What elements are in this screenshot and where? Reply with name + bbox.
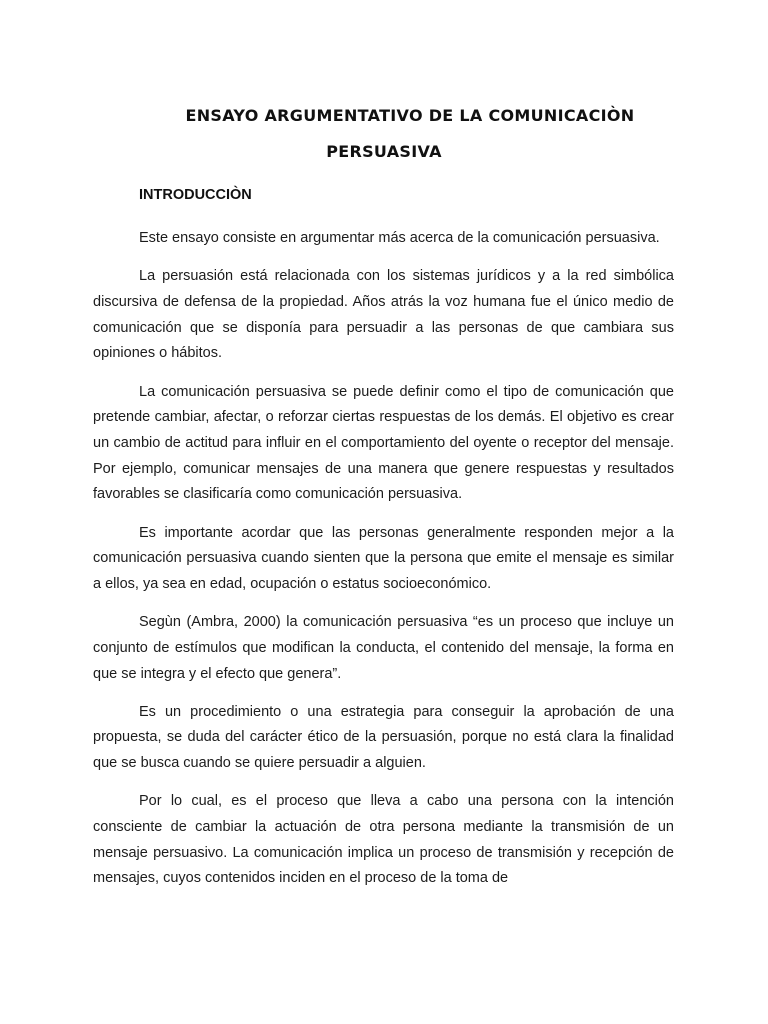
paragraph: Segùn (Ambra, 2000) la comunicación persuasiva “es un proceso que incluye un conjunto de estímulos que modifican la conducta, el contenido del mensaje, la forma en que se integra y el efecto que genera”. bbox=[93, 614, 674, 682]
paragraph: Es un procedimiento o una estrategia para conseguir la aprobación de una propuesta, se duda del carácter ético de la persuasión, porque no está clara la finalidad que se busca cuando se quiere persuadir a alguien. bbox=[93, 703, 674, 772]
paragraph: La persuasión está relacionada con los sistemas jurídicos y a la red simbólica discursiva de defensa de la propiedad. Años atrás la voz humana fue el único medio de comunicación que se disponía para persuadir a las personas de que cambiara sus opiniones o hábitos. bbox=[93, 268, 674, 362]
document-title-line-2: PERSUASIVA bbox=[326, 142, 442, 161]
paragraph: Por lo cual, es el proceso que lleva a cabo una persona con la intención consciente de cambiar la actuación de otra persona mediante la transmisión de un mensaje persuasivo. La comunicación implica un proceso de transmisión y recepción de mensajes, cuyos contenidos inciden en el proceso de la toma de bbox=[93, 793, 674, 887]
document-body bbox=[93, 226, 674, 905]
paragraph: Este ensayo consiste en argumentar más acerca de la comunicación persuasiva. bbox=[139, 230, 660, 246]
paragraph: Es importante acordar que las personas generalmente responden mejor a la comunicación persuasiva cuando sienten que la persona que emite el mensaje es similar a ellos, ya sea en edad, ocupación o estatus socioeconómico. bbox=[93, 524, 674, 592]
section-heading-introduccion: INTRODUCCIÒN bbox=[139, 187, 252, 203]
document-title-line-1: ENSAYO ARGUMENTATIVO DE LA COMUNICACIÒN bbox=[185, 106, 635, 125]
paragraph: La comunicación persuasiva se puede definir como el tipo de comunicación que pretende cambiar, afectar, o reforzar ciertas respuestas de los demás. El objetivo es crear un cambio de actitud para influir en el comportamiento del oyente o receptor del mensaje. Por ejemplo, comunicar mensajes de una manera que genere respuestas y resultados favorables se clasificaría como comunicación persuasiva. bbox=[93, 383, 674, 503]
